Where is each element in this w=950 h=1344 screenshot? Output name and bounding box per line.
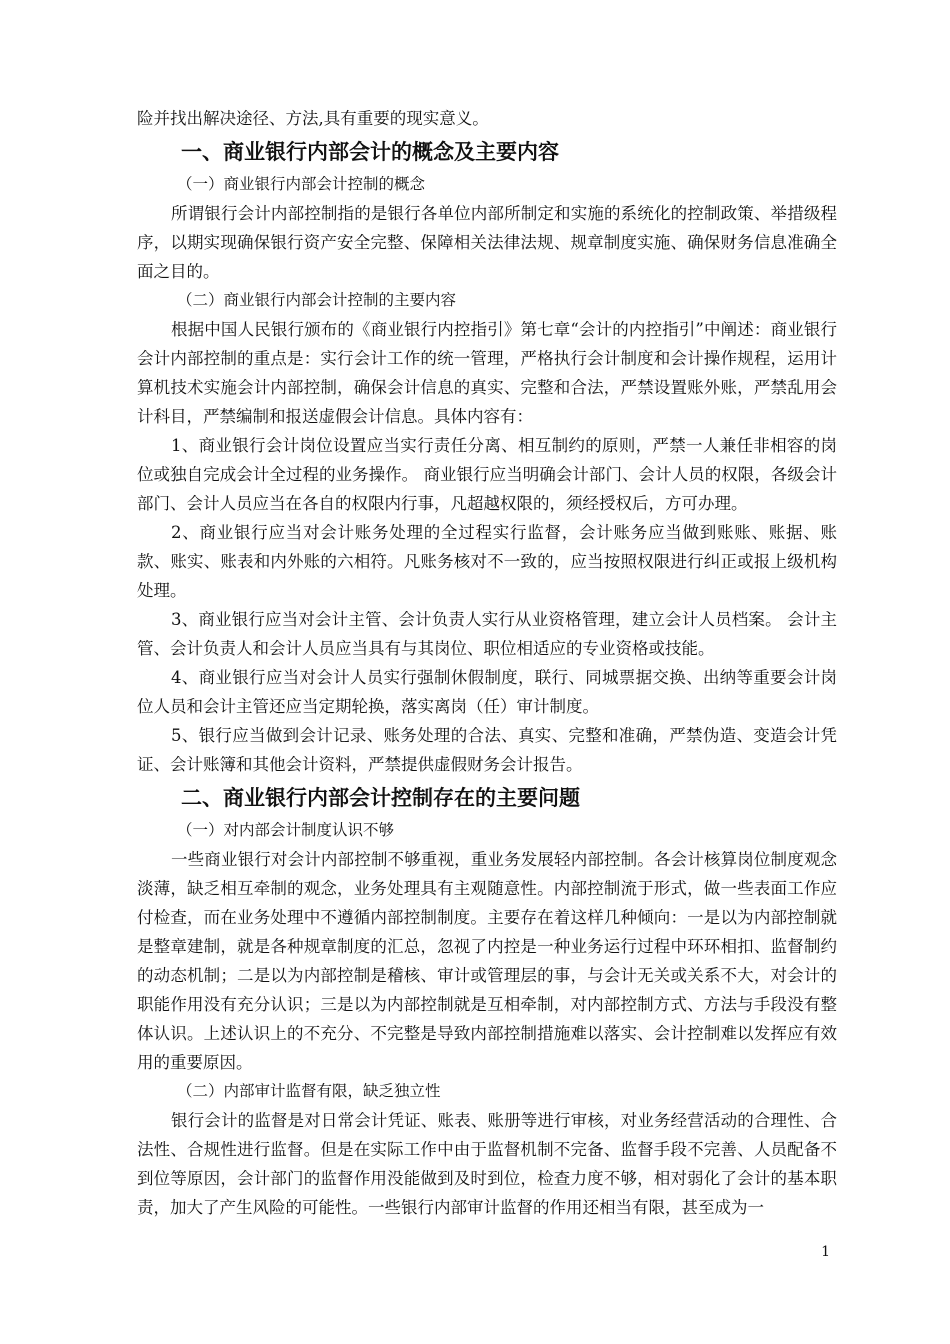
subheading-1-2: （二）商业银行内部会计控制的主要内容 <box>177 291 457 309</box>
section-heading-1: 一、商业银行内部会计的概念及主要内容 <box>181 140 559 164</box>
list-item-3: 3、商业银行应当对会计主管、会计负责人实行从业资格管理，建立会计人员档案。 会计主管、会计负责人和会计人员应当具有与其岗位、职位相适应的专业资格或技能。 <box>137 610 837 658</box>
lead-in-text: 险并找出解决途径、方法,具有重要的现实意义。 <box>137 109 489 128</box>
list-item-1: 1、商业银行会计岗位设置应当实行责任分离、相互制约的原则，严禁一人兼任非相容的岗位或独自完成会计全过程的业务操作。 商业银行应当明确会计部门、会计人员的权限，各级会计部门、会计人员应当在各自的权限内行事，凡超越权限的，须经授权后，方可办理。 <box>137 436 837 513</box>
subheading-2-2: （二）内部审计监督有限，缺乏独立性 <box>177 1082 441 1100</box>
list-item-2: 2、商业银行应当对会计账务处理的全过程实行监督，会计账务应当做到账账、账据、账款、账实、账表和内外账的六相符。凡账务核对不一致的，应当按照权限进行纠正或报上级机构处理。 <box>137 523 837 600</box>
page-body <box>137 104 837 1222</box>
paragraph-guideline: 根据中国人民银行颁布的《商业银行内控指引》第七章“会计的内控指引”中阐述：商业银行会计内部控制的重点是：实行会计工作的统一管理，严格执行会计制度和会计操作规程，运用计算机技术实施会计内部控制，确保会计信息的真实、完整和合法，严禁设置账外账，严禁乱用会计科目，严禁编制和报送虚假会计信息。具体内容有： <box>137 320 837 426</box>
list-item-5: 5、银行应当做到会计记录、账务处理的合法、真实、完整和准确，严禁伪造、变造会计凭证、会计账簿和其他会计资料，严禁提供虚假财务会计报告。 <box>137 726 837 774</box>
paragraph-supervision: 银行会计的监督是对日常会计凭证、账表、账册等进行审核，对业务经营活动的合理性、合法性、合规性进行监督。但是在实际工作中由于监督机制不完备、监督手段不完善、人员配备不到位等原因，会计部门的监督作用没能做到及时到位，检查力度不够，相对弱化了会计的基本职责，加大了产生风险的可能性。一些银行内部审计监督的作用还相当有限，甚至成为一 <box>137 1111 837 1217</box>
subheading-2-1: （一）对内部会计制度认识不够 <box>177 821 395 839</box>
section-heading-2: 二、商业银行内部会计控制存在的主要问题 <box>181 786 580 810</box>
paragraph-awareness: 一些商业银行对会计内部控制不够重视，重业务发展轻内部控制。各会计核算岗位制度观念淡薄，缺乏相互牵制的观念，业务处理具有主观随意性。内部控制流于形式，做一些表面工作应付检查，而在业务处理中不遵循内部控制制度。主要存在着这样几种倾向：一是以为内部控制就是整章建制，就是各种规章制度的汇总，忽视了内控是一种业务运行过程中环环相扣、监督制约的动态机制；二是以为内部控制是稽核、审计或管理层的事，与会计无关或关系不大，对会计的职能作用没有充分认识；三是以为内部控制就是互相牵制，对内部控制方式、方法与手段没有整体认识。上述认识上的不充分、不完整是导致内部控制措施难以落实、会计控制难以发挥应有效用的重要原因。 <box>137 850 837 1072</box>
paragraph-concept: 所谓银行会计内部控制指的是银行各单位内部所制定和实施的系统化的控制政策、举措级程序，以期实现确保银行资产安全完整、保障相关法律法规、规章制度实施、确保财务信息准确全面之目的。 <box>137 204 837 281</box>
page-number: 1 <box>821 1244 830 1260</box>
list-item-4: 4、商业银行应当对会计人员实行强制休假制度，联行、同城票据交换、出纳等重要会计岗位人员和会计主管还应当定期轮换，落实离岗（任）审计制度。 <box>137 668 837 716</box>
subheading-1-1: （一）商业银行内部会计控制的概念 <box>177 175 426 193</box>
